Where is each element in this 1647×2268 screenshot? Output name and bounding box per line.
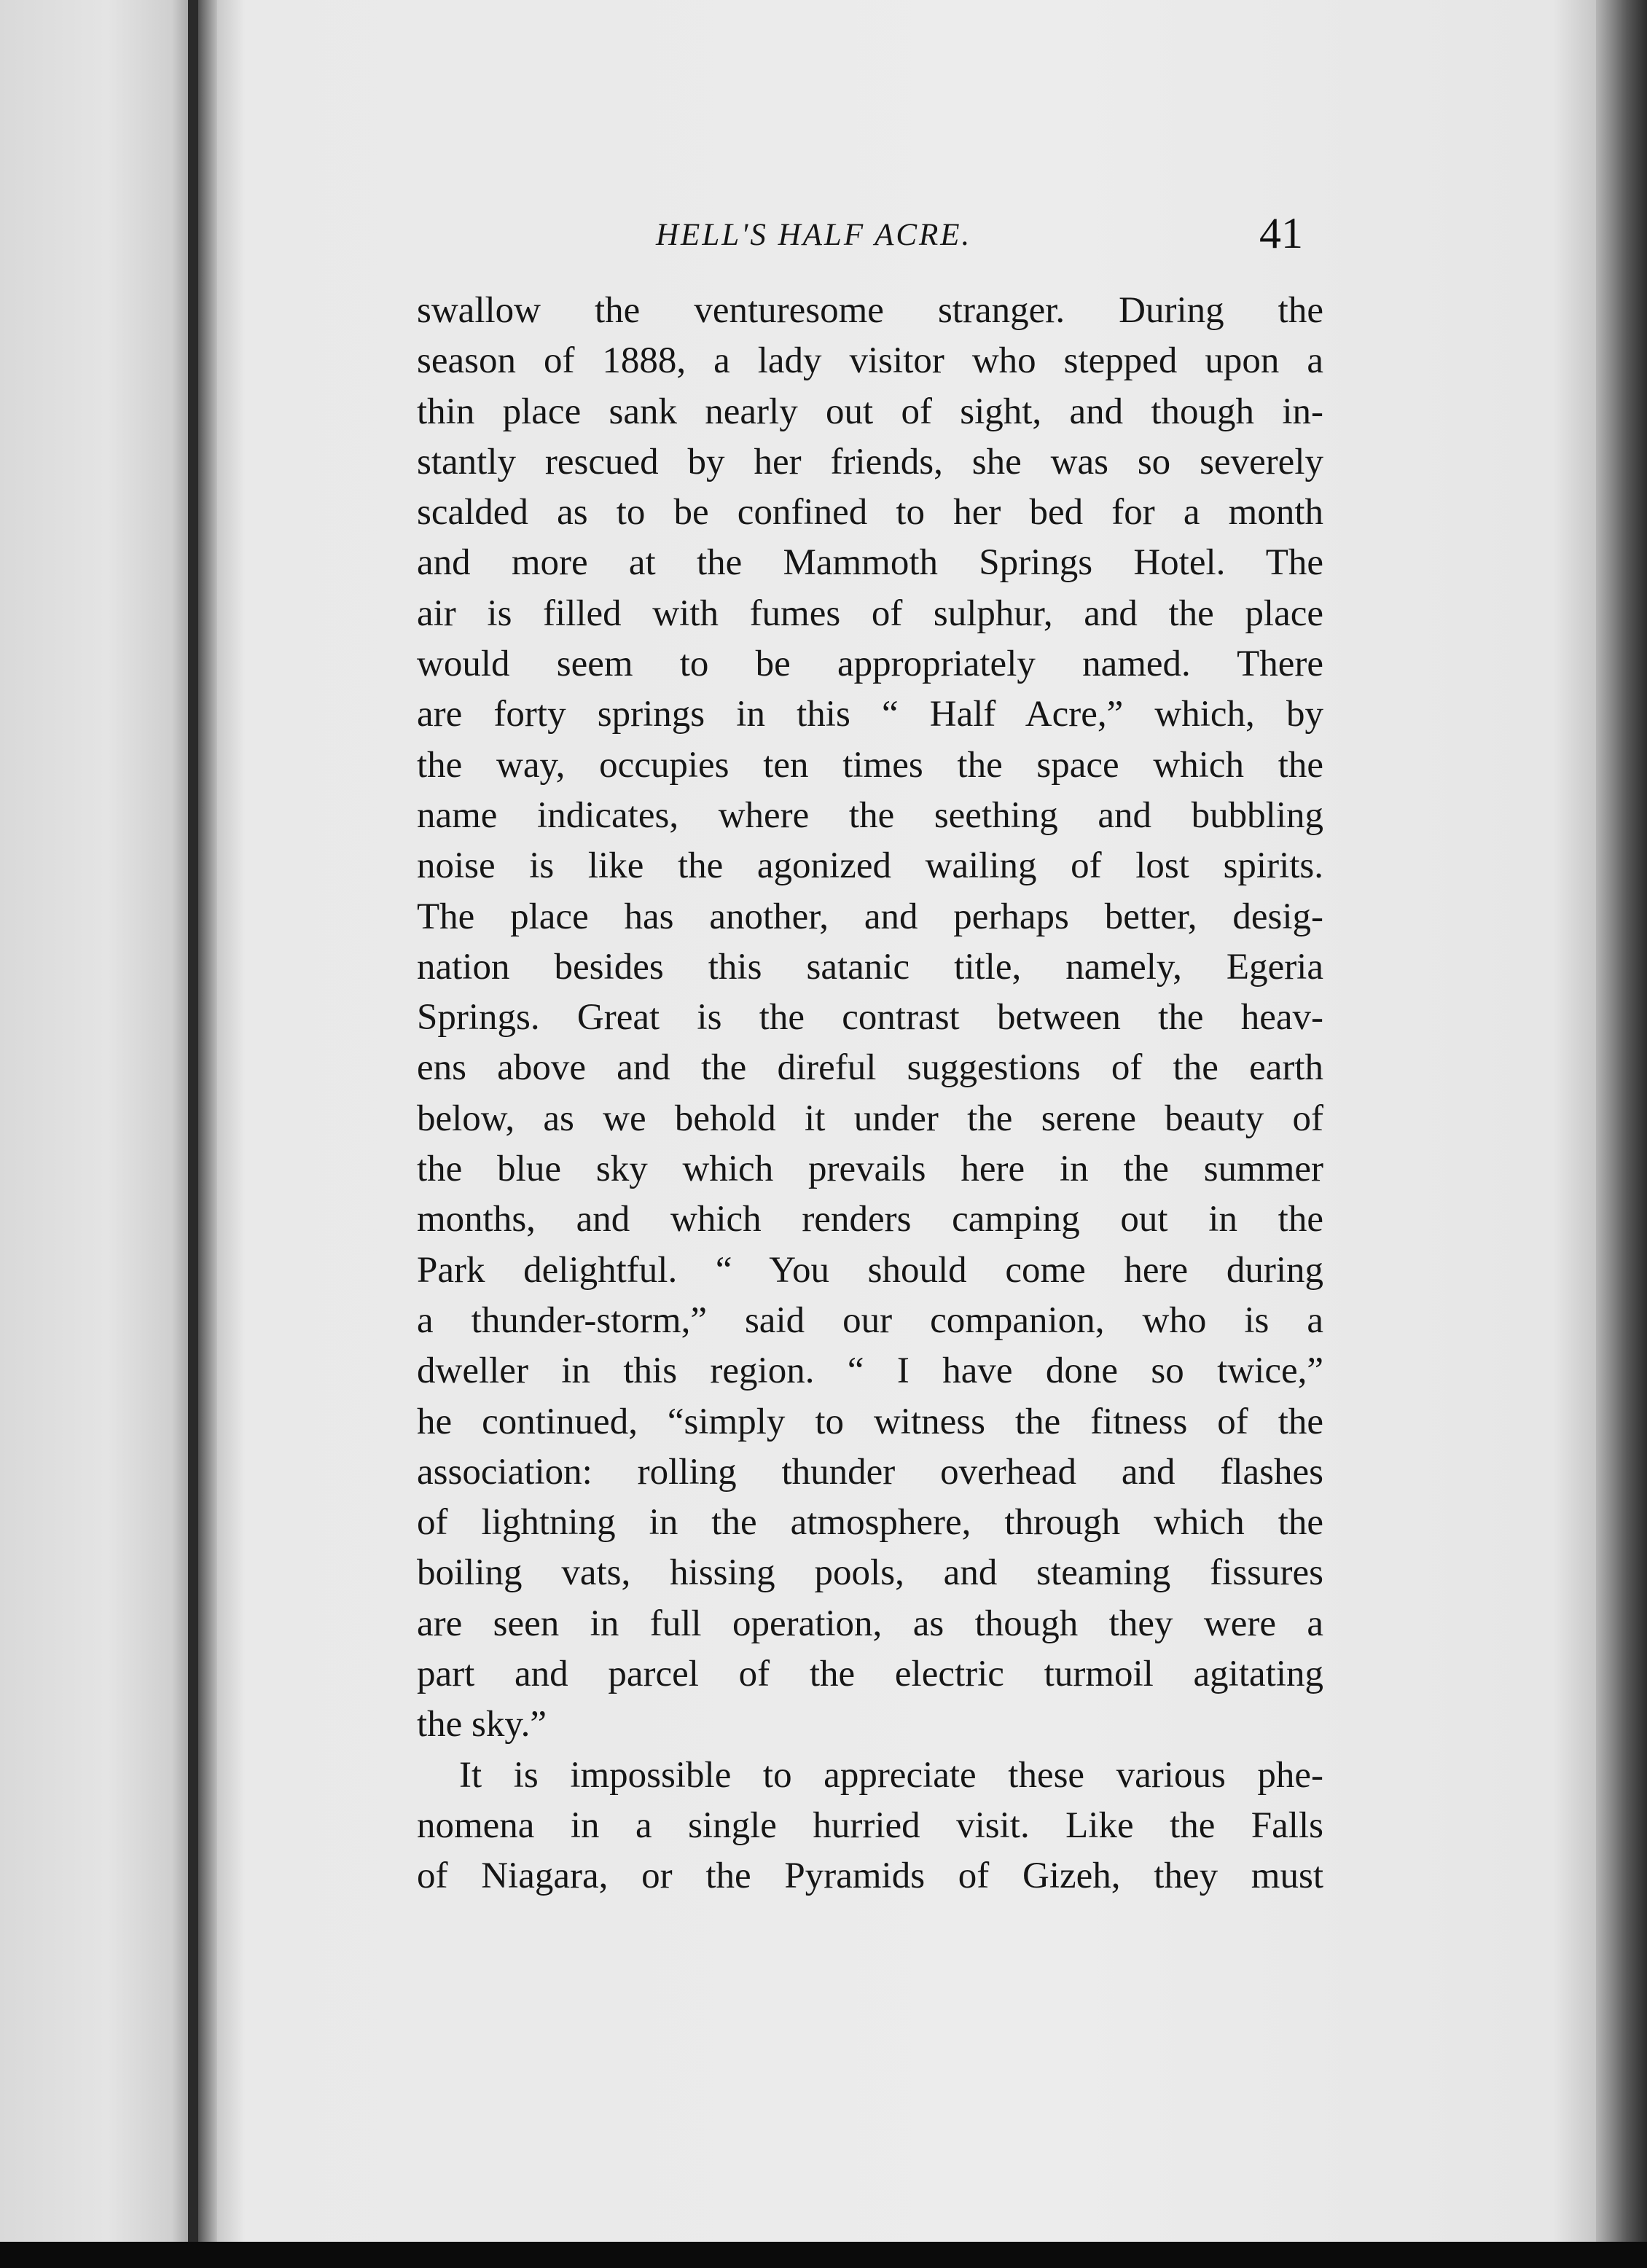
text-line: part and parcel of the electric turmoil agitating: [417, 1654, 1323, 1695]
text-line: of lightning in the atmosphere, through which the: [417, 1502, 1323, 1544]
text-line: season of 1888, a lady visitor who stepped upon a: [417, 340, 1323, 382]
text-line: the blue sky which prevails here in the summer: [417, 1149, 1323, 1190]
text-line: are forty springs in this “ Half Acre,” which, by: [417, 694, 1323, 735]
text-line: The place has another, and perhaps better, desig-: [417, 896, 1323, 937]
page-number: 41: [1259, 209, 1303, 257]
text-line: he continued, “simply to witness the fitness of the: [417, 1401, 1323, 1442]
text-line: and more at the Mammoth Springs Hotel. The: [417, 542, 1323, 584]
text-line: are seen in full operation, as though they were a: [417, 1603, 1323, 1644]
body-text: [417, 286, 1323, 1902]
text-line: dweller in this region. “ I have done so twice,”: [417, 1350, 1323, 1392]
text-line: ens above and the direful suggestions of the earth: [417, 1047, 1323, 1089]
text-line: noise is like the agonized wailing of lost spirits.: [417, 845, 1323, 887]
text-line: below, as we behold it under the serene beauty of: [417, 1098, 1323, 1139]
text-line: nation besides this satanic title, namely, Egeria: [417, 946, 1323, 988]
gutter-shadow: [188, 0, 198, 2268]
text-line: scalded as to be confined to her bed for a month: [417, 492, 1323, 533]
running-head: HELL'S HALF ACRE.: [656, 218, 972, 252]
paragraph-2: [417, 1751, 1323, 1902]
text-line: boiling vats, hissing pools, and steaming fissures: [417, 1552, 1323, 1594]
page-header: [0, 206, 1647, 264]
text-line: name indicates, where the seething and bubbling: [417, 794, 1323, 836]
page-stack-edge: [1596, 0, 1647, 2268]
text-line: association: rolling thunder overhead and flashes: [417, 1451, 1323, 1493]
text-line: a thunder-storm,” said our companion, who is a: [417, 1299, 1323, 1341]
previous-page-edge: [0, 0, 195, 2268]
gutter-fold: [198, 0, 217, 2268]
text-line: swallow the venturesome stranger. During the: [417, 290, 1323, 331]
text-line: air is filled with fumes of sulphur, and the place: [417, 593, 1323, 634]
text-line: Park delightful. “ You should come here during: [417, 1249, 1323, 1291]
text-line: thin place sank nearly out of sight, and though in-: [417, 391, 1323, 432]
text-line: the way, occupies ten times the space which the: [417, 744, 1323, 786]
text-line: stantly rescued by her friends, she was so severely: [417, 441, 1323, 482]
text-line: the sky.”: [417, 1704, 547, 1745]
text-line: It is impossible to appreciate these various phe-: [459, 1754, 1323, 1796]
text-line: nomena in a single hurried visit. Like the Falls: [417, 1804, 1323, 1846]
text-line: Springs. Great is the contrast between the heav-: [417, 997, 1323, 1039]
text-line: would seem to be appropriately named. There: [417, 644, 1323, 685]
scan-bottom-border: [0, 2242, 1647, 2268]
paragraph-1: [417, 286, 1323, 1751]
text-line: months, and which renders camping out in the: [417, 1199, 1323, 1240]
text-line: of Niagara, or the Pyramids of Gizeh, they must: [417, 1856, 1323, 1897]
